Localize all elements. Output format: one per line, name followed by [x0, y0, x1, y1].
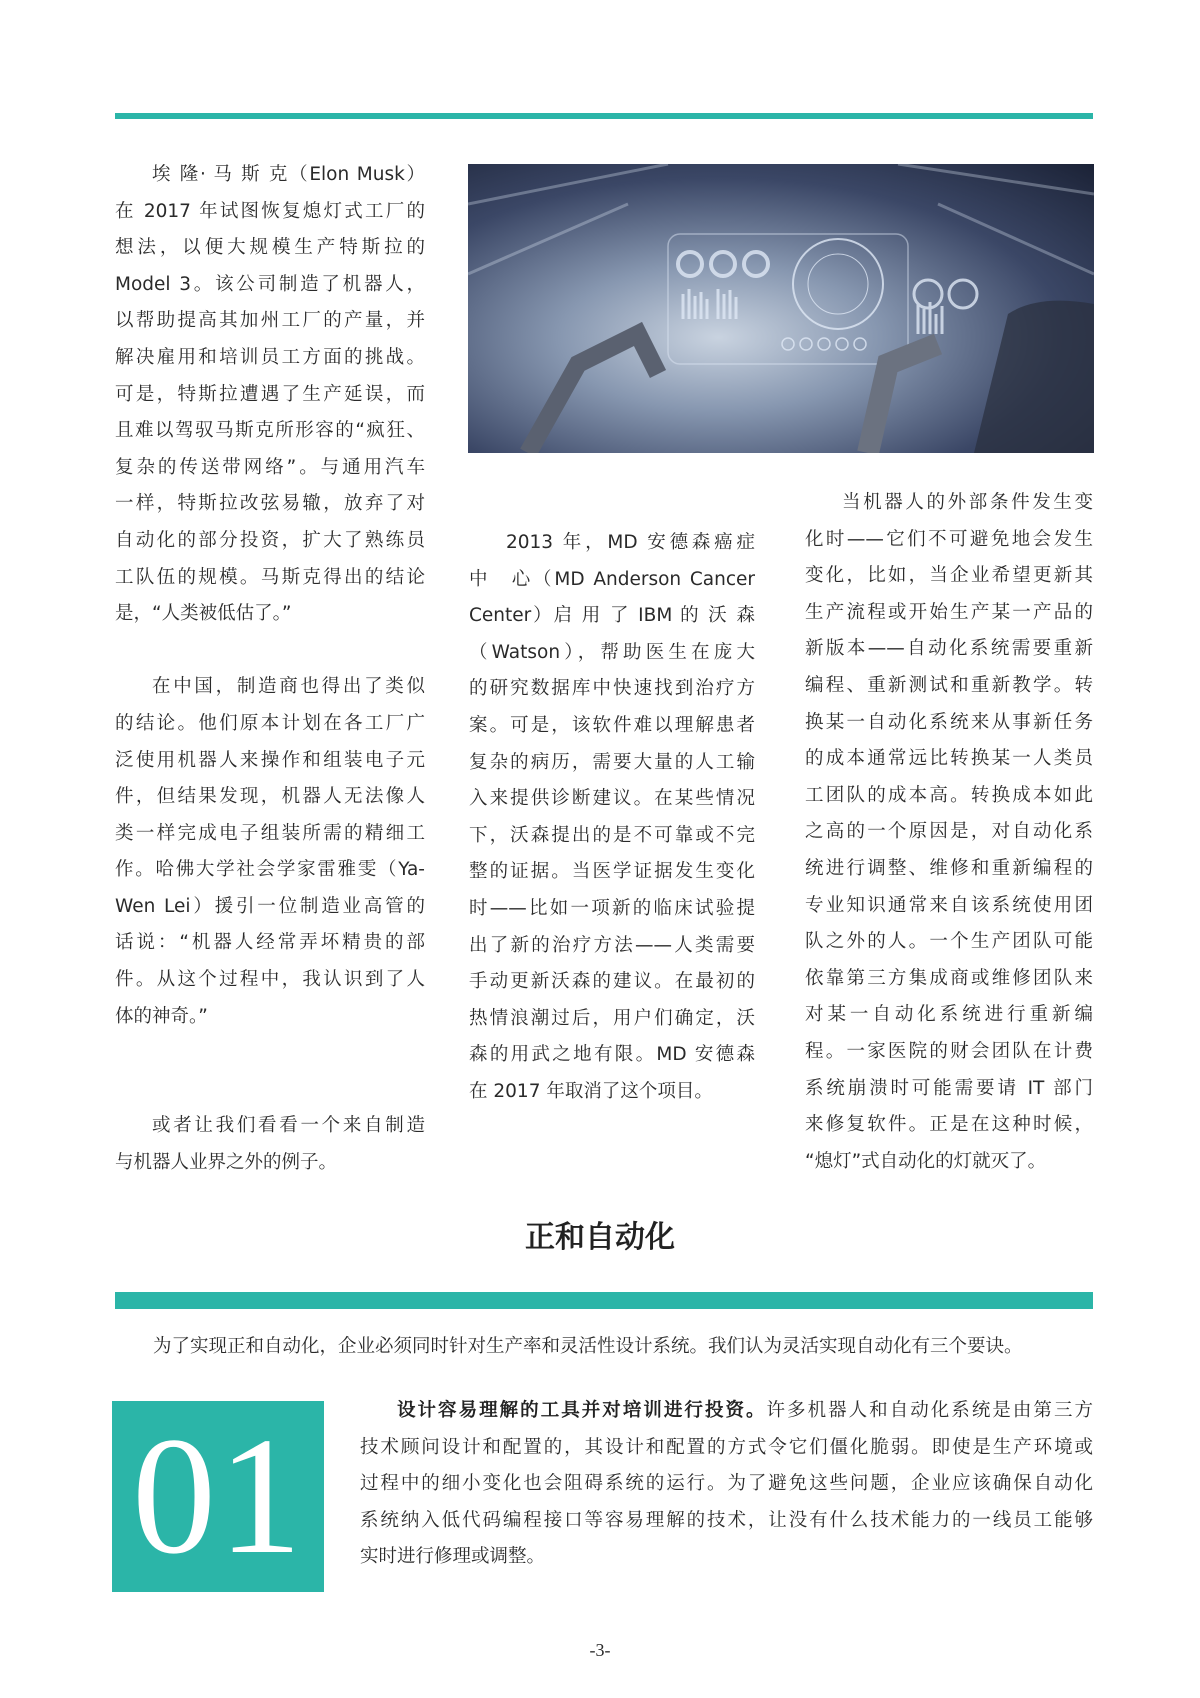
text-line: 生产流程或开始生产某一产品的 [805, 601, 1093, 623]
text-line: （Watson），帮助医生在庞大 [469, 641, 755, 663]
text-line: 泛使用机器人来操作和组装电子元 [115, 749, 425, 771]
text-line: 的结论。他们原本计划在各工厂广 [115, 712, 425, 734]
text-line: 件，但结果发现，机器人无法像人 [115, 786, 425, 808]
text-line: 过程中的细小变化也会阻碍系统的运行。为了避免这些问题，企业应该确保自动化 [360, 1473, 1093, 1495]
text-line: 对某一自动化系统进行重新编 [805, 1004, 1093, 1026]
text-line: 在中国，制造商也得出了类似 [152, 676, 425, 698]
text-line: 在 2017 年试图恢复熄灯式工厂的 [115, 200, 425, 222]
text-line: 的成本通常远比转换某一人类员 [805, 748, 1093, 770]
text-line: Center）启 用 了 IBM 的 沃 森 [469, 605, 755, 627]
text-line: 埃 隆· 马 斯 克（Elon Musk） [152, 164, 425, 185]
text-line: 森的用武之地有限。MD 安德森 [469, 1044, 755, 1066]
text-line: 专业知识通常来自该系统使用团 [805, 894, 1093, 916]
text-line: 一样，特斯拉改弦易辙，放弃了对 [115, 493, 425, 515]
text-line: 或者让我们看看一个来自制造 [152, 1115, 425, 1137]
text-line: 自动化的部分投资，扩大了熟练员 [115, 529, 425, 551]
section-rule [115, 1292, 1093, 1309]
text-line: 技术顾问设计和配置的，其设计和配置的方式令它们僵化脆弱。即使是生产环境或 [360, 1436, 1093, 1458]
item-text: 许多机器人和自动化系统是由第三方 [766, 1400, 1093, 1421]
text-line: 热情浪潮过后，用户们确定，沃 [469, 1007, 755, 1029]
text-line: 案。可是，该软件难以理解患者 [469, 714, 755, 736]
item-01-paragraph [360, 1393, 1093, 1576]
text-line: 工队伍的规模。马斯克得出的结论 [115, 566, 425, 588]
section-intro: 为了实现正和自动化，企业必须同时针对生产率和灵活性设计系统。我们认为灵活实现自动化有三个要诀。 [153, 1336, 1023, 1357]
text-line: 出了新的治疗方法——人类需要 [469, 934, 755, 956]
text-line: Model 3。该公司制造了机器人， [115, 273, 425, 295]
text-line: 依靠第三方集成商或维修团队来 [805, 967, 1093, 989]
text-line: 当机器人的外部条件发生变 [842, 492, 1093, 513]
text-line: 想法，以便大规模生产特斯拉的 [115, 237, 425, 259]
text-line: 是，“人类被低估了。” [115, 603, 292, 625]
text-line: 与机器人业界之外的例子。 [115, 1152, 338, 1174]
text-line: 队之外的人。一个生产团队可能 [805, 931, 1093, 953]
text-line: 来修复软件。正是在这种时候， [805, 1114, 1093, 1136]
text-line: 下，沃森提出的是不可靠或不完 [469, 824, 755, 846]
text-line: 在 2017 年取消了这个项目。 [469, 1080, 713, 1102]
text-line: 实时进行修理或调整。 [360, 1546, 546, 1568]
text-line: 件。从这个过程中，我认识到了人 [115, 969, 425, 991]
text-line: 时——比如一项新的临床试验提 [469, 897, 755, 919]
text-line [360, 1393, 1093, 1430]
text-line: 整的证据。当医学证据发生变化 [469, 861, 755, 883]
text-line: 换某一自动化系统来从事新任务 [805, 711, 1093, 733]
text-line: 化时——它们不可避免地会发生 [805, 528, 1093, 550]
text-line: 之高的一个原因是，对自动化系 [805, 821, 1093, 843]
item-number-badge: 01 [112, 1401, 324, 1592]
text-line: Wen Lei）援引一位制造业高管的 [115, 895, 425, 917]
text-line: 程。一家医院的财会团队在计费 [805, 1040, 1093, 1062]
text-line: 作。哈佛大学社会学家雷雅雯（Ya- [115, 859, 425, 881]
column-right [805, 485, 1093, 1180]
text-line: 解决雇用和培训员工方面的挑战。 [115, 346, 425, 368]
text-line: 可是，特斯拉遭遇了生产延误，而 [115, 383, 425, 405]
text-line: 手动更新沃森的建议。在最初的 [469, 971, 755, 993]
text-line: 体的神奇。” [115, 1005, 208, 1027]
text-line: “熄灯”式自动化的灯就灭了。 [805, 1150, 1047, 1172]
section-title: 正和自动化 [525, 1220, 675, 1255]
text-line: 系统纳入低代码编程接口等容易理解的技术，让没有什么技术能力的一线员工能够 [360, 1509, 1093, 1531]
top-rule [115, 113, 1093, 119]
text-line: 复杂的传送带网络”。与通用汽车 [115, 456, 425, 478]
text-line: 以帮助提高其加州工厂的产量，并 [115, 310, 425, 332]
text-line: 中 心（MD Anderson Cancer [469, 568, 755, 590]
text-line: 工团队的成本高。转换成本如此 [805, 784, 1093, 806]
text-line: 新版本——自动化系统需要重新 [805, 638, 1093, 660]
column-left [115, 157, 425, 1182]
text-line: 2013 年，MD 安德森癌症 [506, 532, 755, 553]
text-line: 复杂的病历，需要大量的人工输 [469, 751, 755, 773]
text-line: 系统崩溃时可能需要请 IT 部门 [805, 1077, 1093, 1099]
text-line: 编程、重新测试和重新教学。转 [805, 674, 1093, 696]
text-line: 变化，比如，当企业希望更新其 [805, 565, 1093, 587]
text-line: 话说：“机器人经常弄坏精贵的部 [115, 932, 425, 954]
text-line: 入来提供诊断建议。在某些情况 [469, 788, 755, 810]
column-middle [469, 525, 755, 1111]
text-line: 且难以驾驭马斯克所形容的“疯狂、 [115, 420, 425, 442]
text-line: 类一样完成电子组装所需的精细工 [115, 822, 425, 844]
page-number: -3- [589, 1640, 611, 1660]
text-line: 统进行调整、维修和重新编程的 [805, 857, 1093, 879]
item-lead: 设计容易理解的工具并对培训进行投资。 [397, 1400, 767, 1421]
factory-robot-hud-photo [468, 164, 1094, 453]
text-line: 的研究数据库中快速找到治疗方 [469, 678, 755, 700]
